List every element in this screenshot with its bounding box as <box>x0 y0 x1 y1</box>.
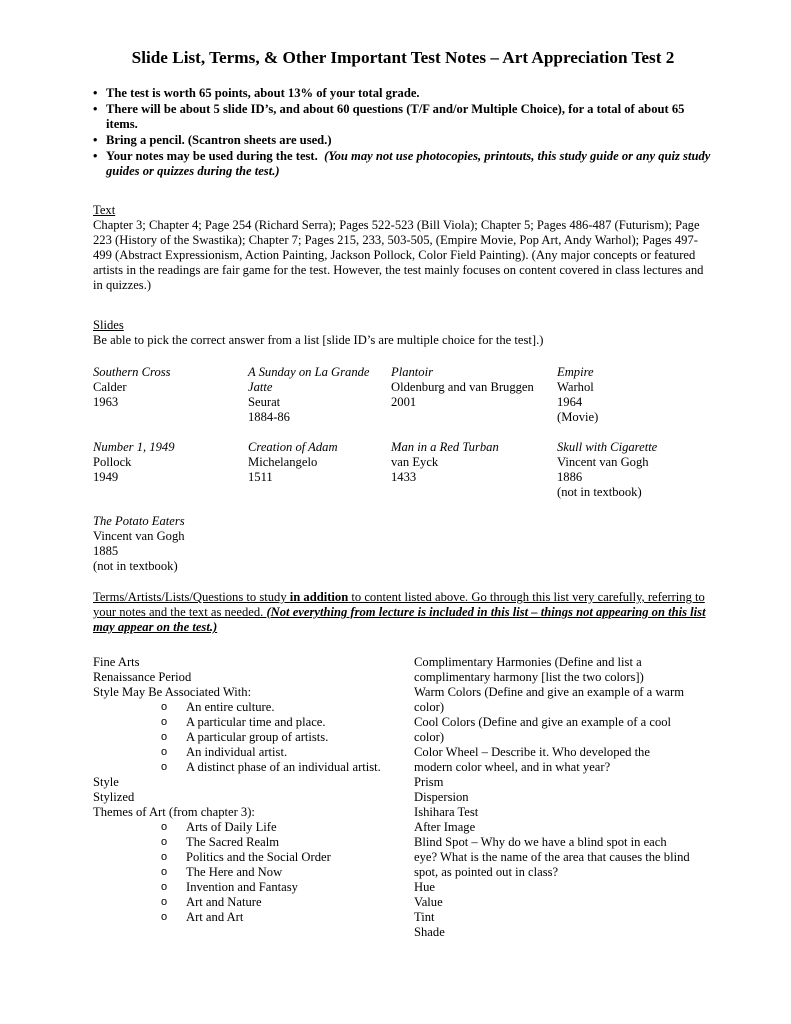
text-section <box>93 203 713 293</box>
slide-note: (Movie) <box>557 410 599 424</box>
term-line: Complimentary Harmonies (Define and list a <box>414 655 642 669</box>
slide-title: The Potato Eaters <box>93 514 185 528</box>
slide-artist: Calder <box>93 380 127 394</box>
slides-heading: Slides <box>93 318 124 332</box>
sub-item: o A distinct phase of an individual artist. <box>93 760 413 775</box>
term-item: Style <box>93 775 119 789</box>
slide-item <box>557 440 707 500</box>
slides-section <box>93 318 713 348</box>
term-line: Value <box>414 895 443 909</box>
terms-heading <box>93 590 713 635</box>
term-line: Ishihara Test <box>414 805 479 819</box>
terms-heading-warning: (Not everything from lecture is included in this list – things not appearing on this list may appear on the test.) <box>93 605 706 634</box>
term-line: After Image <box>414 820 476 834</box>
sub-item: o Politics and the Social Order <box>93 850 413 865</box>
bullet-slide-ids: • There will be about 5 slide ID’s, and about 60 questions (T/F and/or Multiple Choice), for a total of about 65 items. <box>93 102 713 132</box>
bullet-notes <box>93 149 713 179</box>
slide-artist: Pollock <box>93 455 132 469</box>
terms-heading-part: to content listed above. Go through this list very carefully, referring to your notes and the text as needed. <box>93 590 705 619</box>
slide-date: 1433 <box>391 470 417 484</box>
slide-artist: Oldenburg and van Bruggen <box>391 380 534 394</box>
term-line: Color Wheel – Describe it. Who developed the <box>414 745 650 759</box>
slide-date: 1949 <box>93 470 119 484</box>
terms-heading-part: Terms/Artists/Lists/Questions to study <box>93 590 290 604</box>
slide-item <box>557 365 707 425</box>
slide-title: Southern Cross <box>93 365 171 379</box>
sub-item: o Arts of Daily Life <box>93 820 413 835</box>
slide-note: (not in textbook) <box>557 485 642 499</box>
slides-body: Be able to pick the correct answer from a list [slide ID’s are multiple choice for the test].) <box>93 333 544 347</box>
term-line: Dispersion <box>414 790 469 804</box>
bullet-pencil: • Bring a pencil. (Scantron sheets are used.) <box>93 133 713 148</box>
term-line: Shade <box>414 925 445 939</box>
slide-date: 2001 <box>391 395 417 409</box>
sub-item: o A particular time and place. <box>93 715 413 730</box>
bullet-points-worth: • The test is worth 65 points, about 13% of your total grade. <box>93 86 713 101</box>
sub-item: o Invention and Fantasy <box>93 880 413 895</box>
slide-artist: Michelangelo <box>248 455 318 469</box>
slide-title: Creation of Adam <box>248 440 338 454</box>
notes-main-text: Your notes may be used during the test. <box>106 149 318 163</box>
slide-artist: van Eyck <box>391 455 439 469</box>
sub-item: o Art and Nature <box>93 895 413 910</box>
term-item: Stylized <box>93 790 135 804</box>
term-line: Prism <box>414 775 444 789</box>
sub-item: o A particular group of artists. <box>93 730 413 745</box>
slide-artist: Warhol <box>557 380 594 394</box>
term-line: eye? What is the name of the area that causes the blind <box>414 850 690 864</box>
term-line: Blind Spot – Why do we have a blind spot in each <box>414 835 667 849</box>
term-item: Renaissance Period <box>93 670 192 684</box>
slide-date: 1963 <box>93 395 119 409</box>
text-heading: Text <box>93 203 116 217</box>
slide-artist: Seurat <box>248 395 281 409</box>
page-title: Slide List, Terms, & Other Important Test Notes – Art Appreciation Test 2 <box>131 48 675 67</box>
sub-item: o The Here and Now <box>93 865 413 880</box>
slide-item <box>248 365 383 425</box>
slide-item <box>391 365 556 410</box>
sub-item: o An entire culture. <box>93 700 413 715</box>
term-line: spot, as pointed out in class? <box>414 865 559 879</box>
slide-item <box>93 365 253 410</box>
slide-item <box>391 440 551 485</box>
slide-date: 1885 <box>93 544 119 558</box>
slide-date: 1886 <box>557 470 583 484</box>
slide-item <box>248 440 408 485</box>
slide-date: 1964 <box>557 395 583 409</box>
term-line: color) <box>414 730 445 744</box>
slide-item <box>93 440 253 485</box>
sub-item: o The Sacred Realm <box>93 835 413 850</box>
slide-date: 1884-86 <box>248 410 290 424</box>
sub-item: o Art and Art <box>93 910 413 925</box>
term-line: color) <box>414 700 445 714</box>
sub-item: o An individual artist. <box>93 745 413 760</box>
terms-heading-emphasis: in addition <box>289 590 349 604</box>
slide-title: A Sunday on La Grande Jatte <box>248 365 370 394</box>
slide-note: (not in textbook) <box>93 559 178 573</box>
slide-date: 1511 <box>248 470 273 484</box>
key-info-list <box>93 86 713 180</box>
term-line: Cool Colors (Define and give an example of a cool <box>414 715 672 729</box>
term-line: Hue <box>414 880 435 894</box>
terms-right-column <box>414 655 714 940</box>
term-line: Warm Colors (Define and give an example of a warm <box>414 685 685 699</box>
slide-item <box>93 514 253 574</box>
term-line: modern color wheel, and in what year? <box>414 760 611 774</box>
text-body: Chapter 3; Chapter 4; Page 254 (Richard Serra); Pages 522-523 (Bill Viola); Chapter 5; Pages 486-487 (Futurism); Page 223 (History of the Swastika); Chapter 7; Pages 215, 233, 503-505, (Empire Movie, Pop Art, Andy Warhol); Pages 497-499 (Abstract Expressionism, Action Painting, Jackson Pollock, Color Field Painting). (Any major concepts or featured artists in the readings are fair game for the test. However, the test mainly focuses on content covered in class lectures and in quizzes.) <box>93 218 704 292</box>
term-item: Style May Be Associated With: <box>93 685 252 699</box>
slide-title: Plantoir <box>391 365 433 379</box>
notes-restriction-text: (You may not use photocopies, printouts, this study guide or any quiz study guides or quizzes during the test.) <box>106 149 711 178</box>
term-line: Tint <box>414 910 435 924</box>
term-item: Themes of Art (from chapter 3): <box>93 805 255 819</box>
slide-title: Man in a Red Turban <box>391 440 499 454</box>
slide-title: Empire <box>557 365 594 379</box>
term-item: Fine Arts <box>93 655 140 669</box>
slide-title: Skull with Cigarette <box>557 440 658 454</box>
terms-left-column <box>93 655 413 925</box>
slide-artist: Vincent van Gogh <box>557 455 649 469</box>
slide-title: Number 1, 1949 <box>93 440 175 454</box>
term-line: complimentary harmony [list the two colors]) <box>414 670 644 684</box>
slide-artist: Vincent van Gogh <box>93 529 185 543</box>
